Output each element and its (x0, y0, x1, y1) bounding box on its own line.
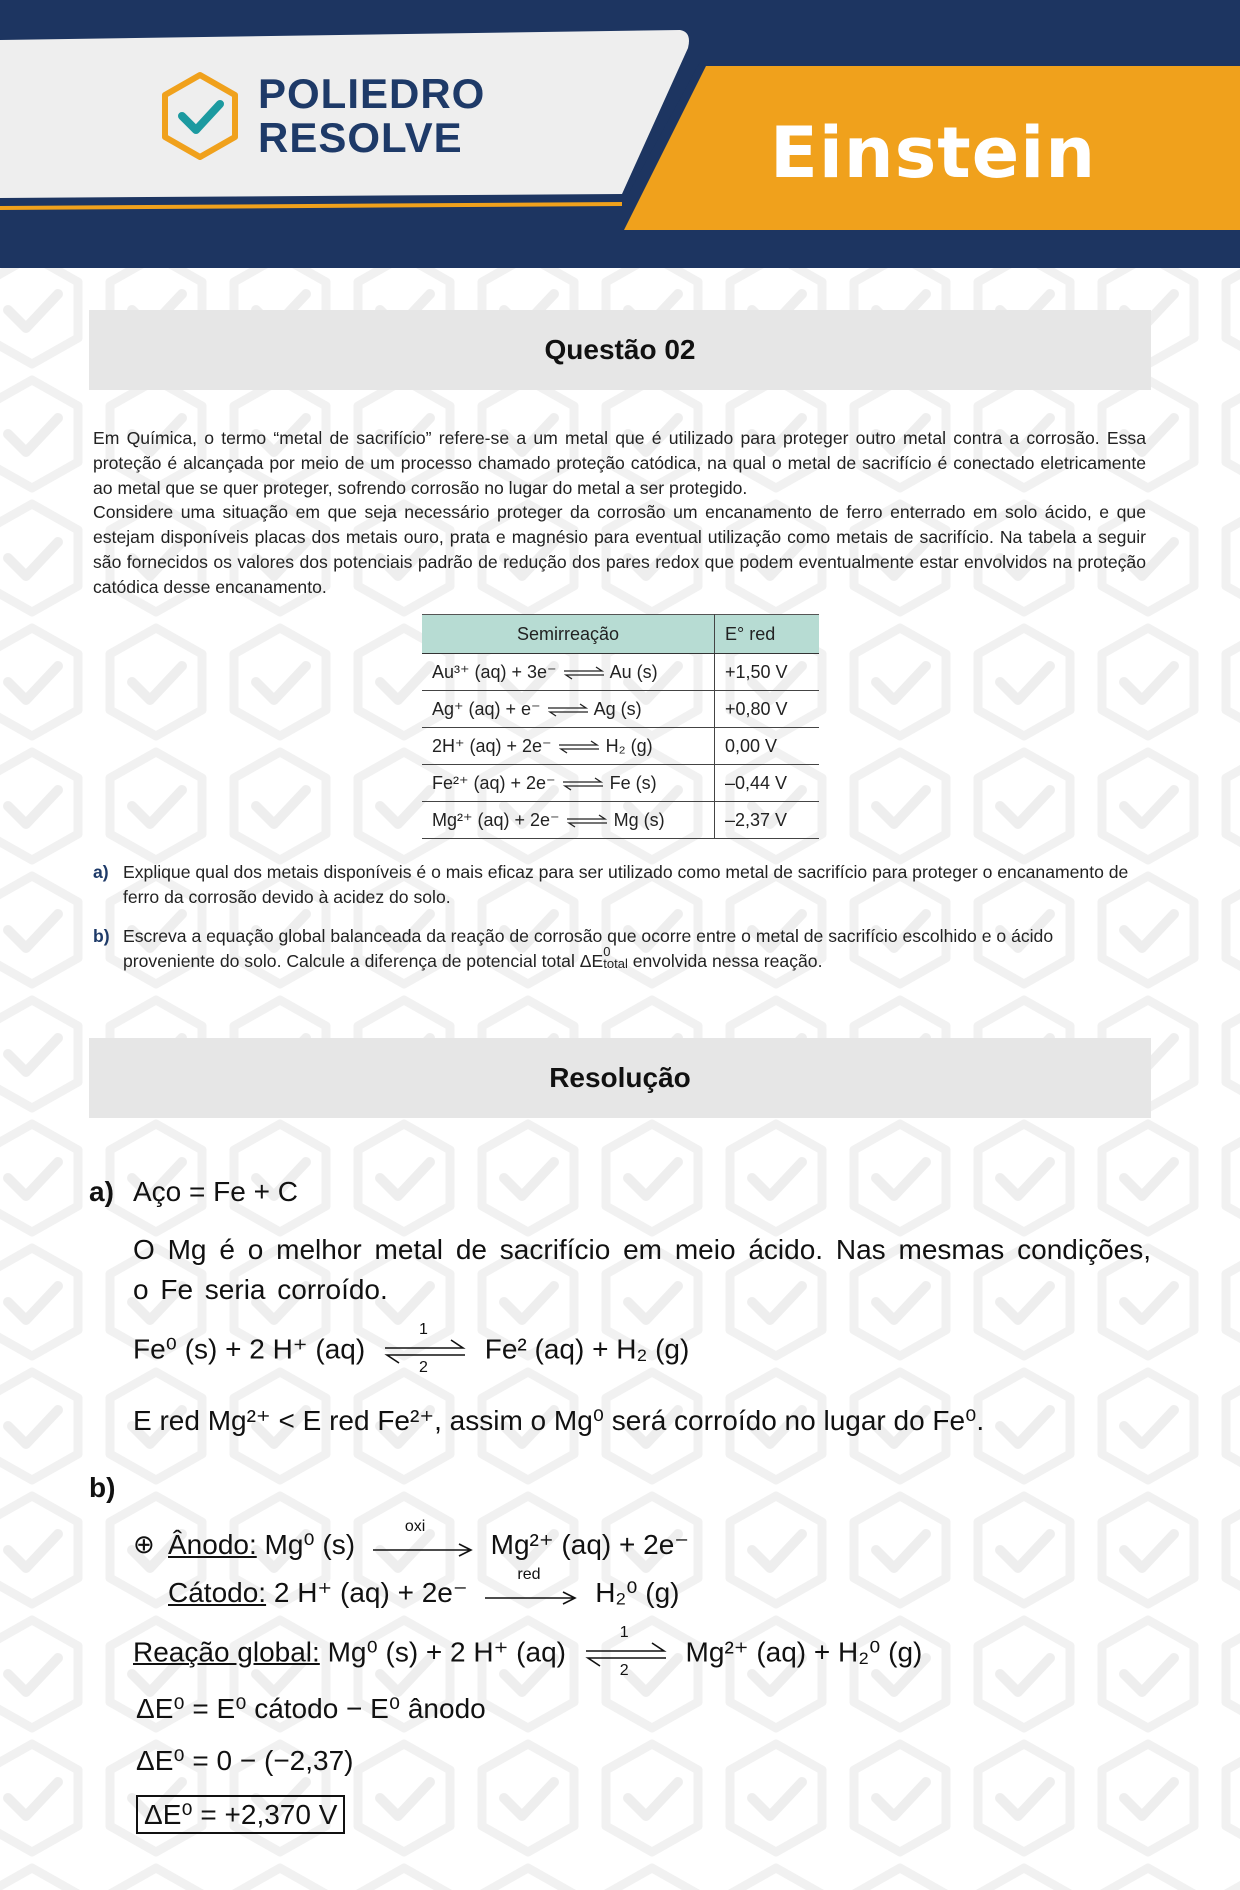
potential-cell: +1,50 V (715, 654, 820, 691)
question-items (93, 860, 1146, 988)
question-paragraph-1: Em Química, o termo “metal de sacrifício” refere-se a um metal que é utilizado para proteger outro metal contra a corrosão. Essa proteção é alcançada por meio de um processo chamado proteção catódica, na qual o metal de sacrifício é conectado eletricamente ao metal que se quer proteger, sofrendo corrosão no lugar do metal a ser protegido. (93, 428, 1146, 498)
table-row (422, 802, 819, 839)
anode-right: Mg²⁺ (aq) + 2e⁻ (490, 1529, 690, 1560)
potential-cell: –0,44 V (715, 765, 820, 802)
semireaction-left: Mg²⁺ (aq) + 2e⁻ (432, 809, 560, 830)
oxidation-arrow-icon (369, 1517, 477, 1564)
page-header (0, 0, 1240, 268)
item-label: b) (93, 926, 110, 946)
semireaction-right: Mg (s) (613, 809, 665, 830)
semireaction-left: Ag⁺ (aq) + e⁻ (432, 698, 541, 719)
potential-cell: +0,80 V (715, 691, 820, 728)
equilibrium-arrow-icon (565, 814, 609, 828)
semireaction-cell (422, 802, 715, 839)
anode-label: Ânodo: (168, 1529, 257, 1560)
question-paragraph-2: Considere uma situação em que seja necessário proteger da corrosão um encanamento de ferro enterrado em solo ácido, e que estejam disponíveis placas dos metais ouro, prata e magnésio para eventual utilização como metais de sacrifício. Na tabela a seguir são fornecidos os valores dos potenciais padrão de redução dos pares redox que podem eventualmente estar envolvidos na proteção catódica desse encanamento. (93, 502, 1146, 597)
reduction-arrow-icon (481, 1565, 581, 1612)
cathode-right: H₂⁰ (g) (595, 1577, 680, 1608)
table-header-potential: E° red (715, 615, 820, 654)
brand-line-1: POLIEDRO (258, 70, 486, 117)
brand-line-2: RESOLVE (258, 114, 463, 161)
cathode-left: 2 H⁺ (aq) + 2e⁻ (273, 1577, 468, 1608)
cathode-label: Cátodo: (168, 1577, 267, 1608)
question-title: Questão 02 (544, 334, 696, 365)
semireaction-left: Fe²⁺ (aq) + 2e⁻ (432, 772, 556, 793)
table-row (422, 691, 819, 728)
semireaction-right: Au (s) (609, 661, 658, 682)
equation-right: Fe² (aq) + H₂ (g) (484, 1333, 690, 1365)
delta-e-result-box: ΔE⁰ = +2,370 V (136, 1795, 345, 1834)
oxi-label: oxi (404, 1517, 426, 1535)
semireaction-left: 2H⁺ (aq) + 2e⁻ (432, 735, 552, 756)
table-row (422, 654, 819, 691)
semireaction-right: Fe (s) (609, 772, 657, 793)
resolution-a-comparison: E red Mg²⁺ < E red Fe²⁺, assim o Mg⁰ será corroído no lugar do Fe⁰. (133, 1405, 985, 1436)
table-row (422, 728, 819, 765)
equilibrium-arrow-icon (582, 1624, 670, 1679)
cathode-reaction (168, 1565, 680, 1612)
addition-symbol: ⊕ (133, 1529, 155, 1559)
question-statement (93, 426, 1146, 600)
semireaction-cell (422, 654, 715, 691)
semireaction-cell (422, 765, 715, 802)
resolution-title: Resolução (549, 1062, 691, 1093)
check-hexagon-icon (158, 70, 242, 162)
delta-sub: total (603, 956, 628, 972)
delta-symbol: ΔE (579, 951, 604, 971)
global-label: Reação global: (133, 1636, 320, 1668)
anode-left: Mg⁰ (s) (264, 1529, 356, 1560)
item-label: a) (93, 862, 109, 882)
item-text-end: envolvida nessa reação. (627, 951, 823, 971)
equation-left: Fe⁰ (s) + 2 H⁺ (aq) (133, 1333, 366, 1365)
resolution-a-line1: Aço = Fe + C (133, 1176, 298, 1207)
delta-e-formula: ΔE⁰ = E⁰ cátodo − E⁰ ânodo (136, 1693, 486, 1724)
equilibrium-arrow-icon (381, 1321, 469, 1376)
semireaction-right: Ag (s) (593, 698, 642, 719)
resolution-a-equation (133, 1321, 690, 1376)
arrow-top-label: 1 (619, 1624, 629, 1641)
arrow-bottom-label: 2 (619, 1662, 629, 1679)
reduction-potential-table (422, 614, 819, 839)
resolution-label-a: a) (89, 1176, 114, 1207)
resolution-title-bar (89, 1038, 1151, 1118)
equilibrium-arrow-icon (557, 740, 601, 754)
arrow-top-label: 1 (418, 1321, 428, 1338)
global-right: Mg²⁺ (aq) + H₂⁰ (g) (685, 1636, 923, 1668)
brand-logo-text (258, 72, 485, 160)
table-row (422, 765, 819, 802)
delta-e-result (136, 1798, 345, 1831)
semireaction-right: H₂ (g) (605, 735, 653, 756)
semireaction-cell (422, 728, 715, 765)
equilibrium-arrow-icon (546, 703, 590, 717)
question-title-bar (89, 310, 1151, 390)
resolution-a-explanation: O Mg é o melhor metal de sacrifício em meio ácido. Nas mesmas condições, o Fe seria corroído. (133, 1234, 1151, 1305)
semireaction-left: Au³⁺ (aq) + 3e⁻ (432, 661, 557, 682)
global-reaction (133, 1624, 923, 1679)
question-item-b (93, 924, 1146, 974)
delta-sup: 0 (603, 944, 611, 960)
item-text: Explique qual dos metais disponíveis é o mais eficaz para ser utilizado como metal de sacrifício para proteger o encanamento de ferro da corrosão devido à acidez do solo. (123, 862, 1129, 907)
exam-name: Einstein (770, 112, 1097, 194)
potential-cell: –2,37 V (715, 802, 820, 839)
item-text: Escreva a equação global balanceada da reação de corrosão que ocorre entre o metal de sacrifício escolhido e o ácido proveniente do solo. Calcule a diferença de potencial total (123, 926, 1054, 971)
semireaction-cell (422, 691, 715, 728)
table-header-semireaction: Semirreação (422, 615, 715, 654)
question-item-a (93, 860, 1146, 910)
equilibrium-arrow-icon (562, 666, 606, 680)
arrow-bottom-label: 2 (418, 1359, 428, 1376)
resolution-label-b: b) (89, 1472, 116, 1503)
equilibrium-arrow-icon (561, 777, 605, 791)
potential-cell: 0,00 V (715, 728, 820, 765)
delta-e-substitution: ΔE⁰ = 0 − (−2,37) (136, 1745, 354, 1776)
red-label: red (517, 1565, 541, 1583)
global-left: Mg⁰ (s) + 2 H⁺ (aq) (327, 1636, 566, 1668)
anode-reaction (168, 1517, 690, 1564)
